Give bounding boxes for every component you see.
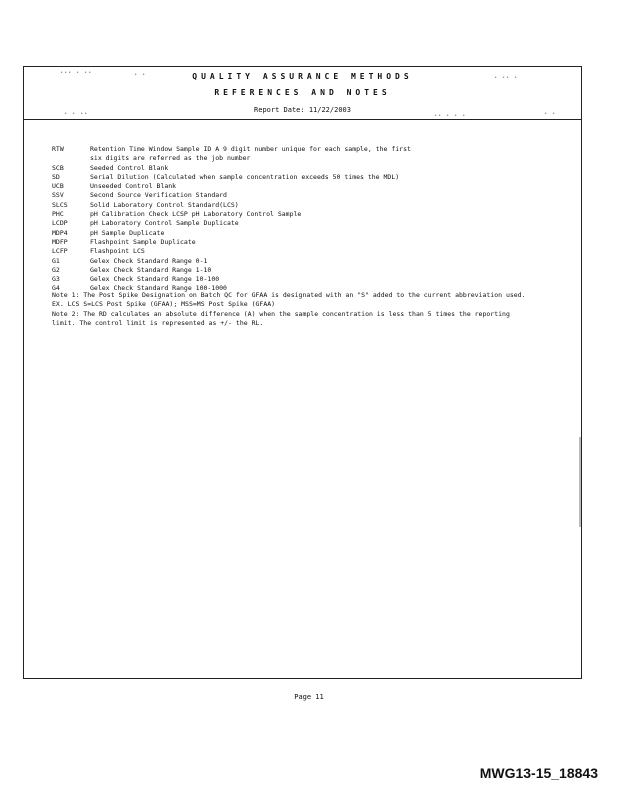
list-item [52,266,572,275]
scan-noise: ∙∙∙ ∙ ∙∙ [60,70,93,76]
abbreviation: MDFP [52,237,68,246]
definition: Seeded Control Blank [90,163,169,172]
document-id: MWG13-15_18843 [479,765,598,781]
header-divider [24,119,581,120]
abbreviation-list [52,145,572,294]
definition: Gelex Check Standard Range 100-1000 [90,284,227,293]
scan-noise: ∙ ∙∙ ∙ [494,75,519,81]
scan-noise: ∙ ∙ [544,111,557,117]
definition: pH Calibration Check LCSP pH Laboratory Control Sample [90,210,302,219]
list-item [52,247,572,256]
list-item [52,182,572,191]
definition: Unseeded Control Blank [90,182,177,191]
scan-noise: ∙ ∙ ∙∙ [64,111,89,117]
list-item [52,154,572,163]
abbreviation: SCB [52,163,64,172]
definition: Gelex Check Standard Range 1-10 [90,265,212,274]
definition: Solid Laboratory Control Standard(LCS) [90,200,239,209]
definition: Flashpoint Sample Duplicate [90,237,196,246]
abbreviation: PHC [52,210,64,219]
definition: Gelex Check Standard Range 0-1 [90,256,208,265]
abbreviation: MDP4 [52,228,68,237]
list-item [52,210,572,219]
list-item [52,275,572,284]
list-item [52,219,572,228]
abbreviation: RTW [52,145,64,153]
scan-noise: ∙ ∙ [134,72,147,78]
abbreviation: G2 [52,265,60,274]
report-frame [23,66,582,679]
list-item [52,145,572,154]
abbreviation: LCFP [52,247,68,256]
abbreviation: SD [52,172,60,181]
definition: Gelex Check Standard Range 10-100 [90,275,220,284]
abbreviation: SLCS [52,200,68,209]
list-item [52,164,572,173]
report-date: Report Date: 11/22/2003 [254,106,351,114]
report-subtitle: REFERENCES AND NOTES [214,88,391,97]
list-item [52,238,572,247]
abbreviation: UCB [52,182,64,191]
scan-noise: ∙∙ ∙ ∙ ∙ [434,113,467,119]
definition: Second Source Verification Standard [90,191,227,200]
definition: pH Sample Duplicate [90,228,165,237]
list-item [52,173,572,182]
notes-section [52,291,532,328]
abbreviation [52,154,90,163]
list-item [52,201,572,210]
list-item [52,229,572,238]
abbreviation: SSV [52,191,64,200]
note-1: Note 1: The Post Spike Designation on Batch QC for GFAA is designated with an "S" added to the current abbreviation used. EX. LCS S=LCS Post Spike (GFAA); MSS=MS Post Spike (GFAA) [52,291,526,309]
abbreviation: LCDP [52,219,68,228]
list-item [52,191,572,200]
abbreviation: G1 [52,256,60,265]
definition: Retention Time Window Sample ID A 9 digit number unique for each sample, the first [90,145,411,153]
abbreviation: G4 [52,284,60,293]
definition: pH Laboratory Control Sample Duplicate [90,219,239,228]
definition: Flashpoint LCS [90,247,145,256]
list-item [52,257,572,266]
definition: six digits are referred as the job number [90,154,251,163]
report-title: QUALITY ASSURANCE METHODS [192,72,413,81]
note-2: Note 2: The RD calculates an absolute difference (A) when the sample concentration is less than 5 times the reporting limit. The control limit is represented as +/- the RL. [52,309,510,327]
scan-edge-mark [579,437,581,527]
abbreviation: G3 [52,275,60,284]
page-number: Page 11 [294,693,324,701]
definition: Serial Dilution (Calculated when sample concentration exceeds 50 times the MDL) [90,172,400,181]
